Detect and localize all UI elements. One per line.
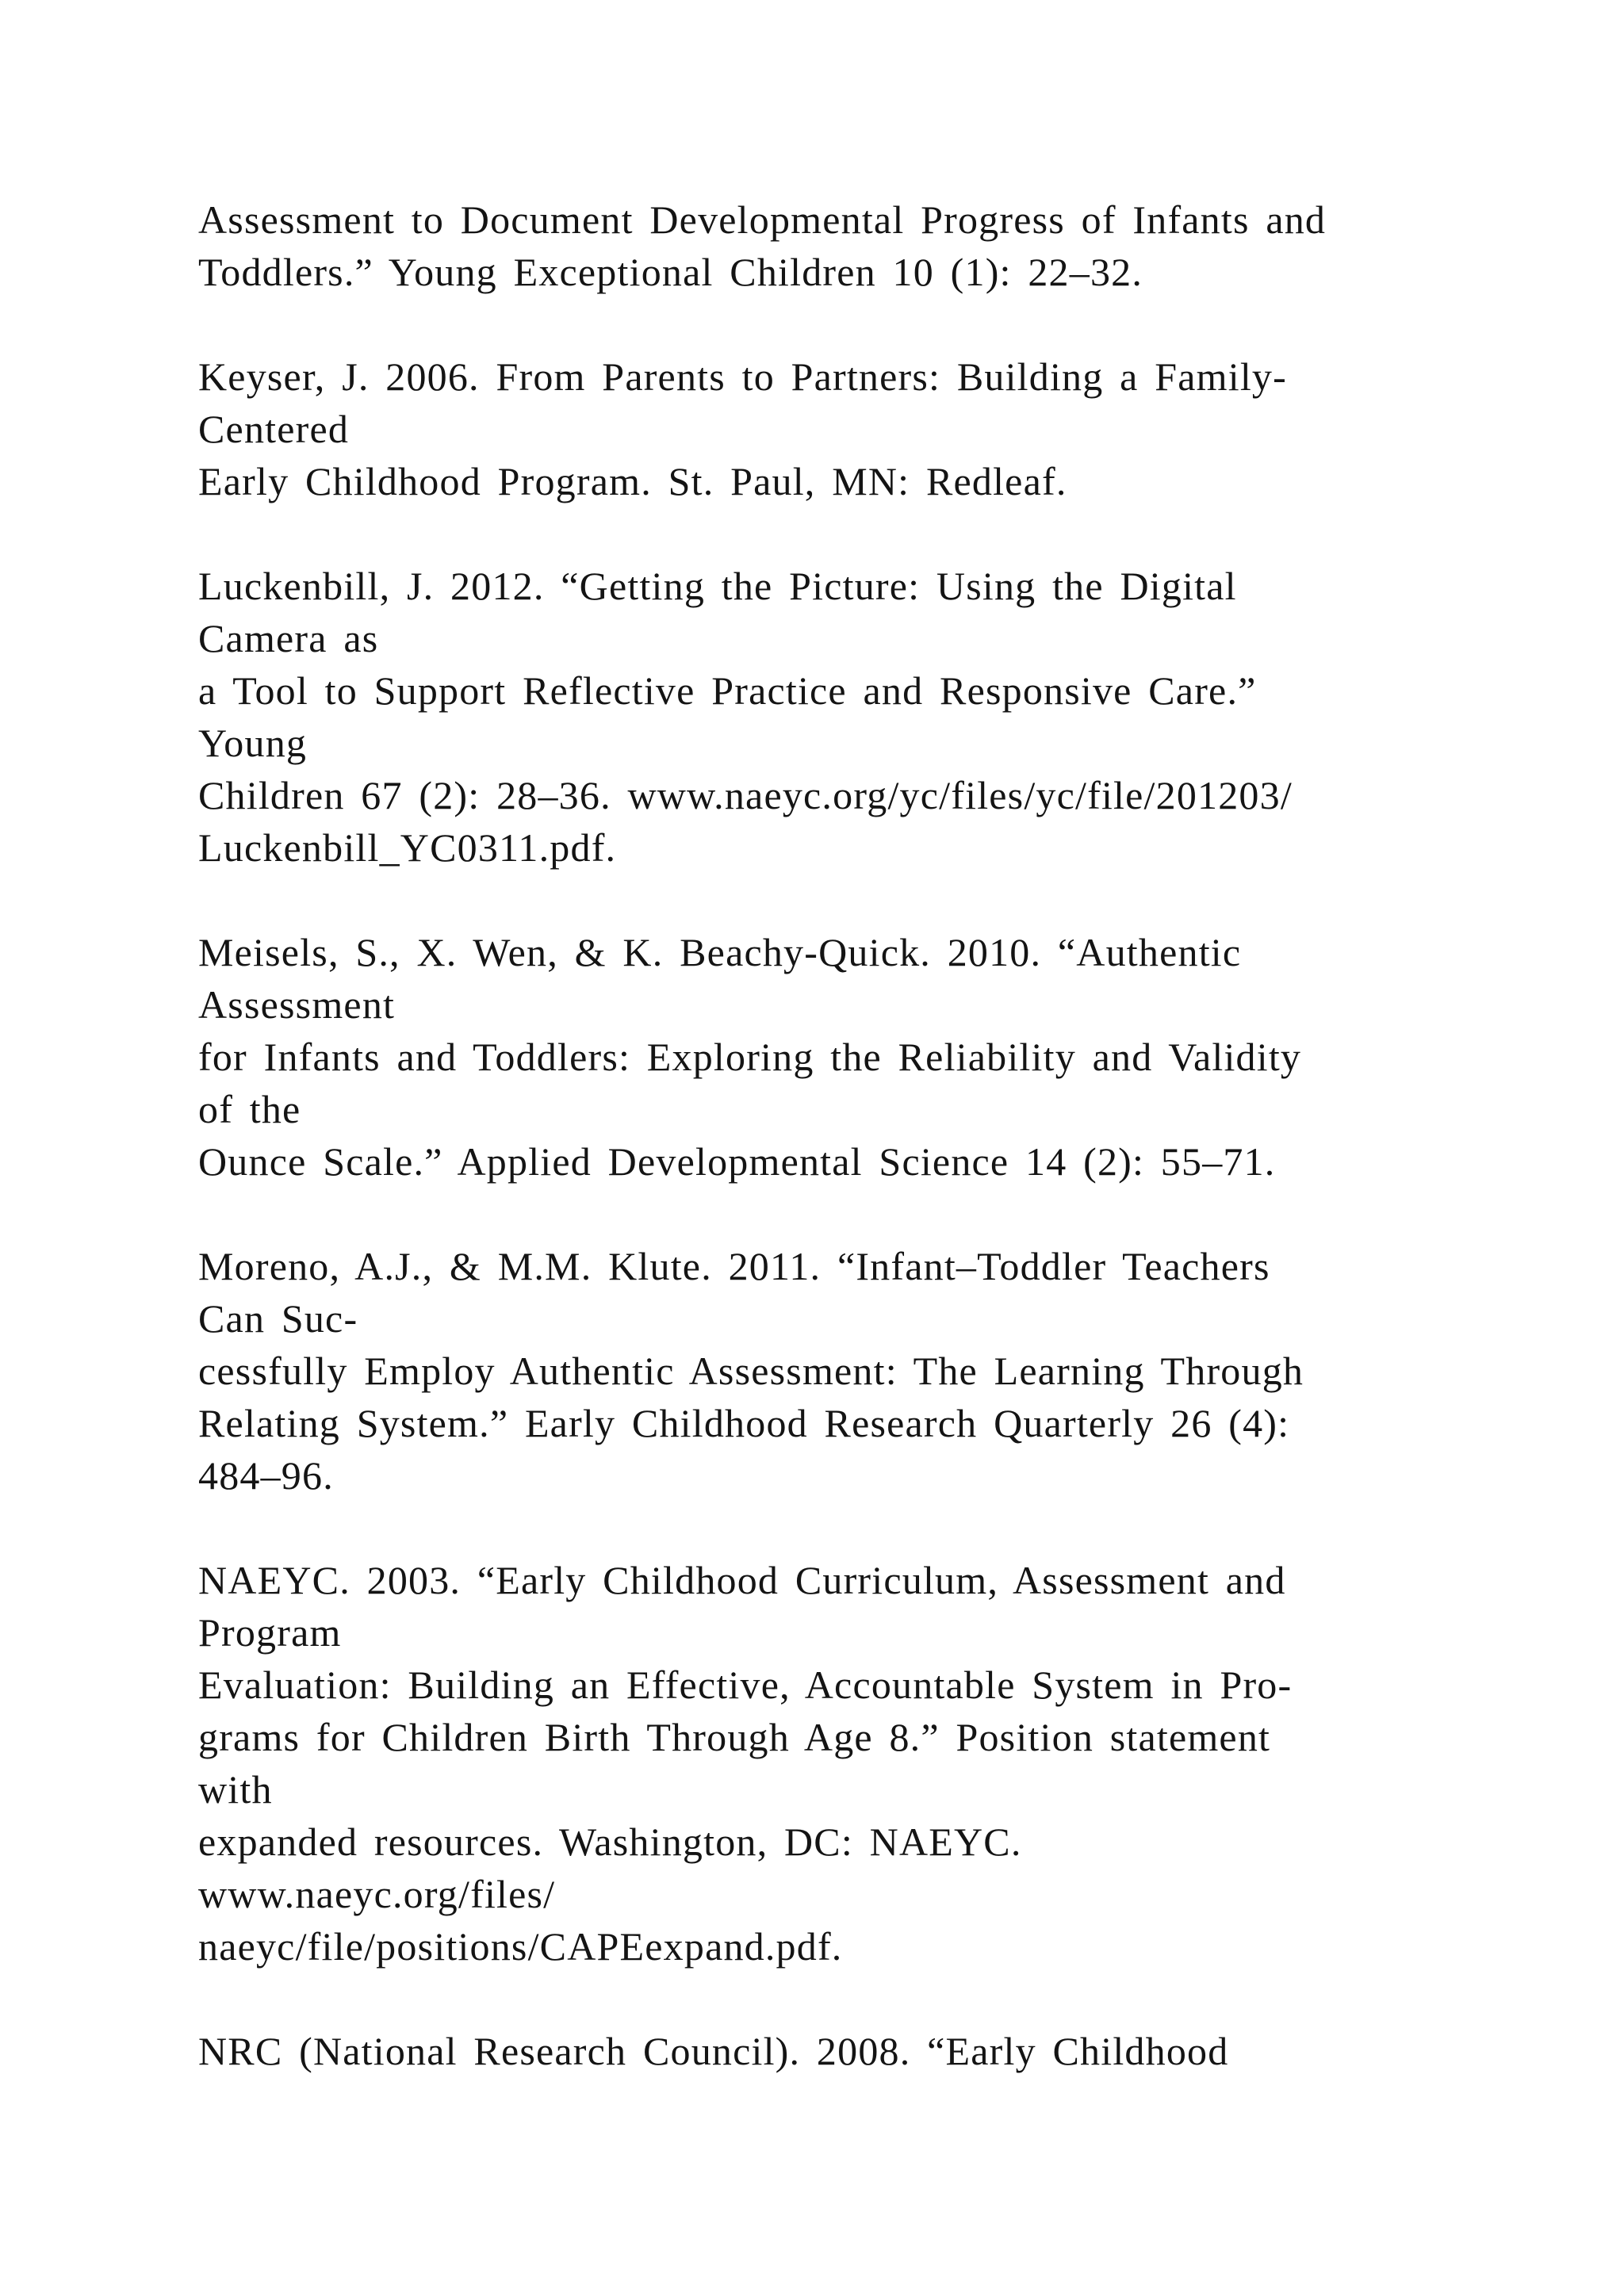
reference-entry <box>198 2025 1451 2077</box>
reference-line: Keyser, J. 2006. From Parents to Partners: Building a Family- <box>198 354 1287 399</box>
reference-line: Centered <box>198 407 350 451</box>
reference-line: Evaluation: Building an Effective, Accountable System in Pro- <box>198 1663 1293 1707</box>
entry-gap <box>198 298 1451 350</box>
entry-gap <box>198 1973 1451 2025</box>
reference-line: Camera as <box>198 616 379 660</box>
reference-line: cessfully Employ Authentic Assessment: The Learning Through <box>198 1349 1304 1393</box>
entry-gap <box>198 507 1451 560</box>
reference-entry <box>198 193 1451 298</box>
reference-line: Children 67 (2): 28–36. www.naeyc.org/yc/files/yc/file/201203/ <box>198 773 1293 817</box>
reference-line: grams for Children Birth Through Age 8.” Position statement <box>198 1715 1271 1759</box>
entry-gap <box>198 1188 1451 1240</box>
reference-line: Young <box>198 721 308 765</box>
reference-line: NAEYC. 2003. “Early Childhood Curriculum, Assessment and <box>198 1558 1286 1602</box>
reference-line: Assessment <box>198 982 396 1027</box>
reference-line: Relating System.” Early Childhood Research Quarterly 26 (4): <box>198 1401 1290 1445</box>
reference-line: Luckenbill_YC0311.pdf. <box>198 825 617 870</box>
reference-list <box>198 193 1451 2077</box>
reference-line: for Infants and Toddlers: Exploring the Reliability and Validity <box>198 1035 1302 1079</box>
reference-entry <box>198 926 1451 1188</box>
entry-gap <box>198 1502 1451 1554</box>
reference-entry <box>198 560 1451 874</box>
reference-line: Toddlers.” Young Exceptional Children 10 (1): 22–32. <box>198 250 1143 294</box>
reference-line: Ounce Scale.” Applied Developmental Science 14 (2): 55–71. <box>198 1139 1276 1184</box>
reference-line: Program <box>198 1610 342 1655</box>
reference-line: 484–96. <box>198 1453 334 1498</box>
reference-line: www.naeyc.org/files/ <box>198 1872 556 1916</box>
reference-line: of the <box>198 1087 301 1131</box>
reference-line: with <box>198 1767 273 1812</box>
reference-line: a Tool to Support Reflective Practice and Responsive Care.” <box>198 668 1257 713</box>
reference-line: Moreno, A.J., & M.M. Klute. 2011. “Infant–Toddler Teachers <box>198 1244 1270 1288</box>
reference-line: Assessment to Document Developmental Progress of Infants and <box>198 197 1327 242</box>
reference-line: Early Childhood Program. St. Paul, MN: Redleaf. <box>198 459 1067 503</box>
reference-line: Meisels, S., X. Wen, & K. Beachy-Quick. 2010. “Authentic <box>198 930 1242 974</box>
reference-line: Can Suc- <box>198 1296 358 1341</box>
reference-entry <box>198 350 1451 507</box>
reference-line: naeyc/file/positions/CAPEexpand.pdf. <box>198 1924 843 1969</box>
reference-line: expanded resources. Washington, DC: NAEYC. <box>198 1820 1022 1864</box>
reference-line: Luckenbill, J. 2012. “Getting the Picture: Using the Digital <box>198 564 1237 608</box>
reference-line: NRC (National Research Council). 2008. “Early Childhood <box>198 2029 1229 2073</box>
reference-entry <box>198 1554 1451 1973</box>
reference-entry <box>198 1240 1451 1502</box>
entry-gap <box>198 874 1451 926</box>
